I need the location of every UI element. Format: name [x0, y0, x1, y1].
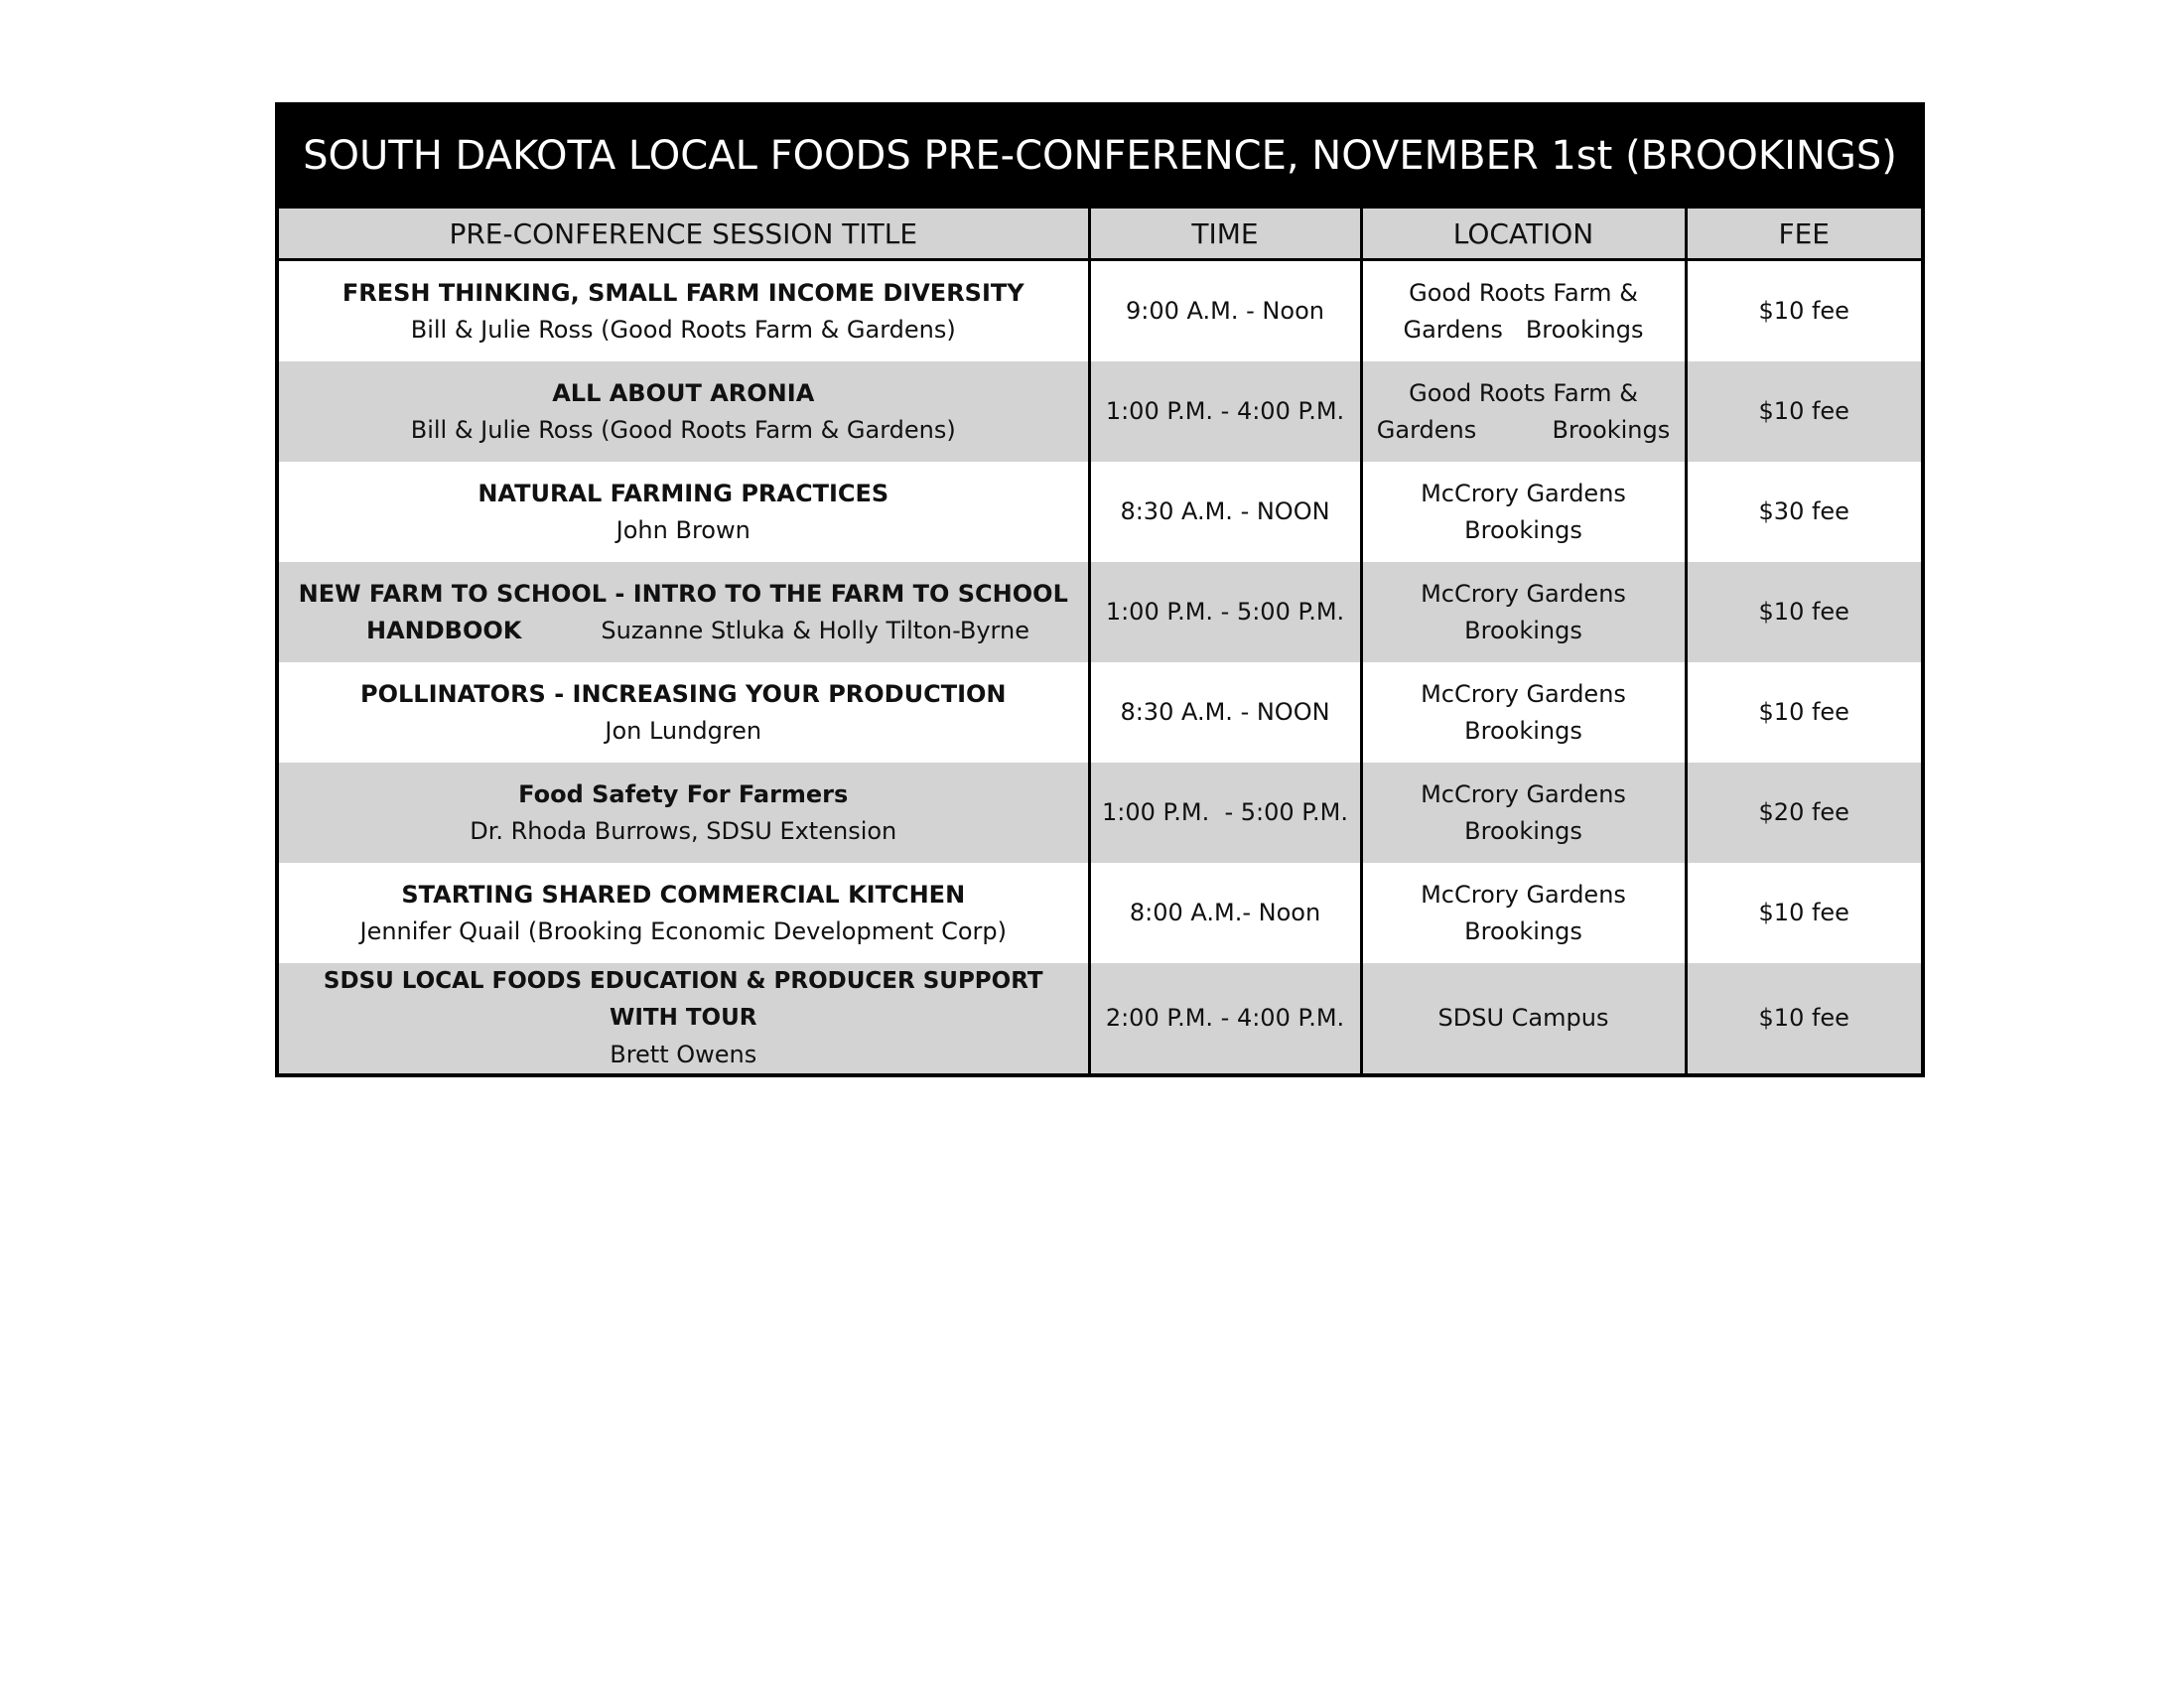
session-title: NEW FARM TO SCHOOL - INTRO TO THE FARM TO SCHOOL — [298, 579, 1068, 608]
session-speaker: Jennifer Quail (Brooking Economic Development Corp) — [359, 916, 1007, 945]
session-title: POLLINATORS - INCREASING YOUR PRODUCTION — [360, 679, 1007, 708]
location-line: Good Roots Farm & — [1409, 278, 1638, 307]
session-cell — [279, 662, 1089, 763]
session-time: 2:00 P.M. - 4:00 P.M. — [1089, 963, 1361, 1073]
session-time: 8:00 A.M.- Noon — [1089, 863, 1361, 963]
session-speaker: Bill & Julie Ross (Good Roots Farm & Gardens) — [410, 315, 956, 344]
session-time: 1:00 P.M. - 5:00 P.M. — [1089, 763, 1361, 863]
session-speaker: Brett Owens — [610, 1041, 757, 1068]
session-speaker: Suzanne Stluka & Holly Tilton-Byrne — [601, 616, 1029, 644]
session-title: ALL ABOUT ARONIA — [552, 378, 815, 407]
session-location — [1361, 662, 1686, 763]
session-fee: $10 fee — [1686, 562, 1921, 662]
session-time: 1:00 P.M. - 4:00 P.M. — [1089, 361, 1361, 462]
location-line: McCrory Gardens — [1421, 779, 1626, 808]
session-fee: $20 fee — [1686, 763, 1921, 863]
location-line: Brookings — [1464, 515, 1582, 544]
page-title: SOUTH DAKOTA LOCAL FOODS PRE-CONFERENCE, NOVEMBER 1st (BROOKINGS) — [279, 106, 1921, 206]
session-location — [1361, 260, 1686, 362]
session-cell — [279, 462, 1089, 562]
location-line: Gardens Brookings — [1376, 415, 1671, 444]
location-line: McCrory Gardens — [1421, 479, 1626, 507]
session-title: Food Safety For Farmers — [518, 779, 849, 808]
session-title: STARTING SHARED COMMERCIAL KITCHEN — [401, 880, 966, 909]
session-cell — [279, 562, 1089, 662]
sessions-table — [279, 206, 1921, 1073]
session-time: 1:00 P.M. - 5:00 P.M. — [1089, 562, 1361, 662]
session-cell — [279, 763, 1089, 863]
session-title: HANDBOOK — [366, 616, 522, 644]
location-line: SDSU Campus — [1437, 1004, 1609, 1032]
session-cell — [279, 361, 1089, 462]
location-line: Good Roots Farm & — [1409, 378, 1638, 407]
session-cell — [279, 260, 1089, 362]
session-fee: $30 fee — [1686, 462, 1921, 562]
session-location — [1361, 361, 1686, 462]
session-fee: $10 fee — [1686, 662, 1921, 763]
table-row — [279, 863, 1921, 963]
session-speaker: John Brown — [615, 515, 751, 544]
session-fee: $10 fee — [1686, 963, 1921, 1073]
column-header-session-title: PRE-CONFERENCE SESSION TITLE — [279, 208, 1089, 260]
session-location — [1361, 462, 1686, 562]
session-speaker: Bill & Julie Ross (Good Roots Farm & Gardens) — [410, 415, 956, 444]
column-header-location: LOCATION — [1361, 208, 1686, 260]
table-row — [279, 662, 1921, 763]
session-speaker: Dr. Rhoda Burrows, SDSU Extension — [470, 816, 897, 845]
session-title: NATURAL FARMING PRACTICES — [478, 479, 889, 507]
schedule-table-container — [275, 102, 1925, 1077]
session-title: SDSU LOCAL FOODS EDUCATION & PRODUCER SUPPORT WITH TOUR — [323, 968, 1043, 1031]
table-row — [279, 562, 1921, 662]
table-row — [279, 462, 1921, 562]
table-row — [279, 260, 1921, 362]
session-fee: $10 fee — [1686, 260, 1921, 362]
location-line: Brookings — [1464, 716, 1582, 745]
location-line: Brookings — [1464, 816, 1582, 845]
column-header-time: TIME — [1089, 208, 1361, 260]
location-line: McCrory Gardens — [1421, 679, 1626, 708]
session-time: 8:30 A.M. - NOON — [1089, 662, 1361, 763]
table-row — [279, 763, 1921, 863]
session-title-continuation — [287, 613, 1080, 649]
location-line: Brookings — [1464, 916, 1582, 945]
session-location — [1361, 963, 1686, 1073]
session-time: 8:30 A.M. - NOON — [1089, 462, 1361, 562]
table-row — [279, 361, 1921, 462]
session-speaker: Jon Lundgren — [605, 716, 762, 745]
table-row — [279, 963, 1921, 1073]
session-time: 9:00 A.M. - Noon — [1089, 260, 1361, 362]
location-line: Gardens Brookings — [1403, 315, 1644, 344]
session-location — [1361, 763, 1686, 863]
session-title: FRESH THINKING, SMALL FARM INCOME DIVERSITY — [341, 278, 1024, 307]
location-line: McCrory Gardens — [1421, 579, 1626, 608]
session-fee: $10 fee — [1686, 863, 1921, 963]
location-line: McCrory Gardens — [1421, 880, 1626, 909]
session-location — [1361, 863, 1686, 963]
session-location — [1361, 562, 1686, 662]
table-header-row — [279, 208, 1921, 260]
session-cell — [279, 863, 1089, 963]
column-header-fee: FEE — [1686, 208, 1921, 260]
session-fee: $10 fee — [1686, 361, 1921, 462]
session-cell — [279, 963, 1089, 1073]
location-line: Brookings — [1464, 616, 1582, 644]
